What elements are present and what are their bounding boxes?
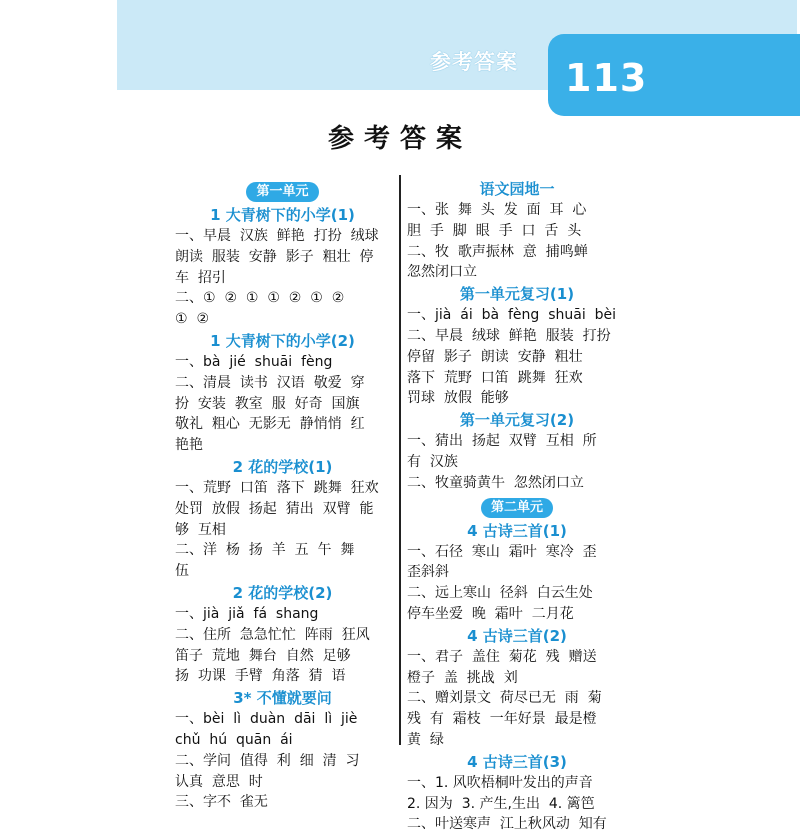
answer-line: 一、猜出 扬起 双臂 互相 所	[407, 433, 597, 450]
answer-line: 一、bèi lì duàn dāi lì jiè	[175, 711, 358, 728]
answer-line: 二、早晨 绒球 鲜艳 服装 打扮	[407, 327, 611, 344]
answer-line: 二、学问 值得 利 细 清 习	[175, 752, 360, 769]
answer-line: 伍	[175, 563, 189, 580]
answer-line: 一、张 舞 头 发 面 耳 心	[407, 202, 587, 218]
answer-line: 敬礼 粗心 无影无 静悄悄 红	[175, 416, 365, 433]
answer-line: 一、荒野 口笛 落下 跳舞 狂欢	[175, 479, 379, 496]
answer-line: 黄 绿	[407, 731, 444, 748]
section-heading: 3* 不懂就要问	[233, 689, 332, 708]
answer-line: 二、赠刘景文 荷尽已无 雨 菊	[407, 690, 602, 707]
section-heading: 4 古诗三首(2)	[467, 626, 567, 645]
answer-line: 二、叶送寒声 江上秋风动 知有	[407, 816, 607, 833]
answer-line: 二、住所 急急忙忙 阵雨 狂风	[175, 626, 370, 643]
answer-line: 二、洋 杨 扬 羊 五 午 舞	[175, 542, 355, 559]
answer-line: 二、远上寒山 径斜 白云生处	[407, 585, 593, 602]
answer-line: 一、君子 盖住 菊花 残 赠送	[407, 648, 597, 665]
answer-line: 扬 功课 手臂 角落 猜 语	[175, 668, 346, 685]
answer-line: 二、牧 歌声振林 意 捕鸣蝉	[407, 243, 588, 260]
section-heading: 语文园地一	[479, 180, 555, 198]
answer-line: 二、清晨 读书 汉语 敬爱 穿	[175, 374, 365, 391]
section-heading: 2 花的学校(1)	[232, 457, 333, 476]
answer-line: 车 招引	[175, 269, 226, 286]
answer-line: 停留 影子 朗读 安静 粗壮	[407, 348, 583, 365]
answer-line: 认真 意思 时	[175, 773, 263, 790]
unit-badge: 第一单元	[246, 182, 318, 202]
answer-line: 二、① ② ① ① ② ① ②	[175, 290, 345, 307]
answer-line: 三、字不 雀无	[175, 794, 268, 811]
answer-line: 朗读 服装 安静 影子 粗壮 停	[175, 248, 374, 265]
page-title: 参考答案	[327, 124, 472, 154]
section-heading: 2 花的学校(2)	[232, 583, 333, 602]
section-heading: 第一单元复习(1)	[459, 285, 575, 304]
unit-badge: 第二单元	[481, 498, 553, 518]
answer-line: 罚球 放假 能够	[407, 390, 509, 407]
answer-line: 忽然闭口立	[407, 264, 477, 281]
answer-line: 一、石径 寒山 霜叶 寒冷 歪	[407, 543, 597, 560]
answer-line: 停车坐爱 晚 霜叶 二月花	[407, 605, 574, 622]
page-number: 113	[565, 56, 648, 100]
section-heading: 4 古诗三首(1)	[467, 521, 567, 540]
column-divider	[399, 175, 401, 745]
section-heading: 第一单元复习(2)	[459, 411, 575, 430]
answer-line: 够 互相	[175, 521, 226, 538]
answer-line: 有 汉族	[407, 453, 458, 470]
answer-line: 艳艳	[175, 437, 203, 454]
answer-line: 落下 荒野 口笛 跳舞 狂欢	[407, 369, 583, 386]
answer-line: ① ②	[175, 311, 210, 328]
unit-heading-wrap	[407, 494, 627, 520]
answer-line: 处罚 放假 扬起 猜出 双臂 能	[175, 500, 374, 517]
answer-line: 二、牧童骑黄牛 忽然闭口立	[407, 474, 584, 491]
answer-line: 扮 安装 教室 服 好奇 国旗	[175, 395, 360, 412]
answer-line: 一、早晨 汉族 鲜艳 打扮 绒球	[175, 228, 379, 244]
left-column	[175, 178, 390, 813]
answer-line: 残 有 霜枝 一年好景 最是橙	[407, 711, 597, 728]
answer-line: chǔ hú quān ái	[175, 731, 293, 748]
right-column	[407, 178, 627, 835]
unit-heading-wrap	[175, 178, 390, 204]
answer-line: 一、jià jiǎ fá shang	[175, 605, 319, 622]
answer-line: 一、1. 风吹梧桐叶发出的声音	[407, 774, 593, 791]
answer-line: 胆 手 脚 眼 手 口 舌 头	[407, 222, 582, 239]
section-heading: 4 古诗三首(3)	[467, 752, 567, 771]
answer-line: 歪斜斜	[407, 564, 449, 581]
answer-line: 一、jià ái bà fèng shuāi bèi	[407, 307, 616, 324]
answer-line: 2. 因为 3. 产生,生出 4. 篱笆	[407, 795, 595, 812]
section-heading: 1 大青树下的小学(2)	[210, 331, 355, 350]
section-heading: 1 大青树下的小学(1)	[210, 206, 355, 224]
header-label: 参考答案	[430, 50, 518, 74]
answer-line: 一、bà jié shuāi fèng	[175, 353, 333, 370]
answer-line: 橙子 盖 挑战 刘	[407, 669, 518, 686]
answer-line: 笛子 荒地 舞台 自然 足够	[175, 647, 351, 664]
